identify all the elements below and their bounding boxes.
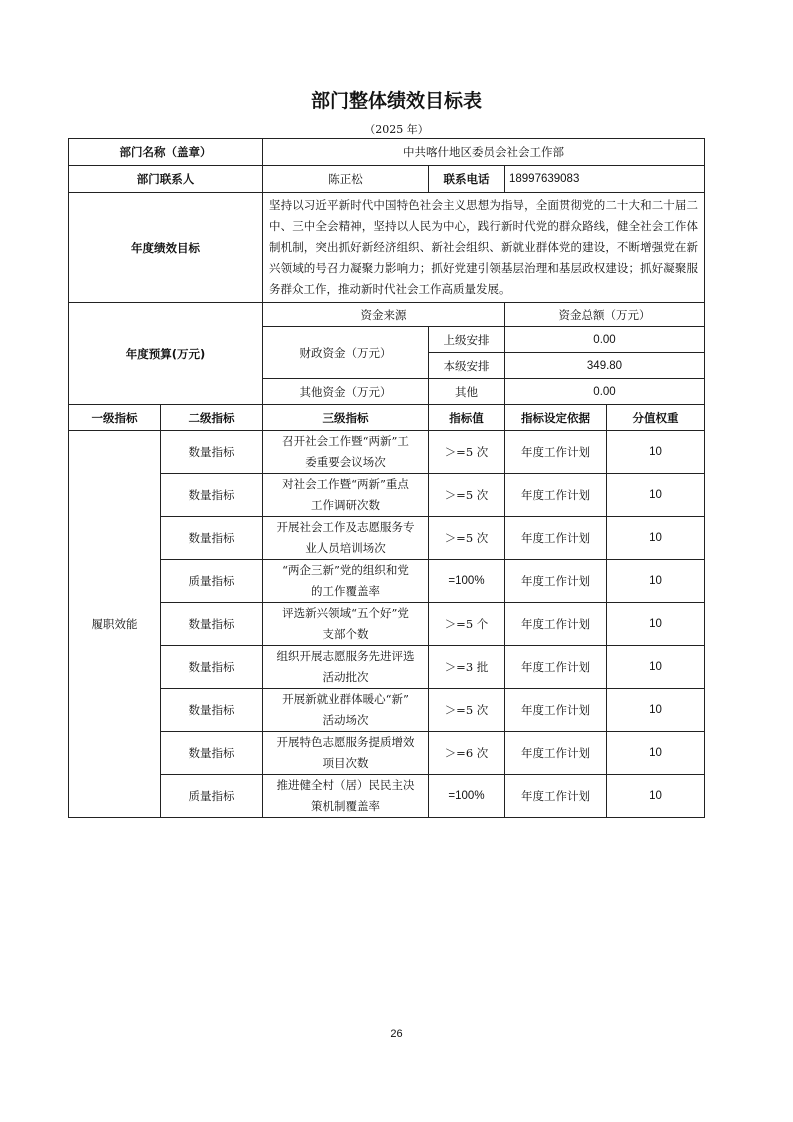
level2-cell: 数量指标 [161,474,263,517]
basis-cell: 年度工作计划 [505,775,607,818]
table-row [69,732,705,775]
weight-cell: 10 [607,474,705,517]
header-level3: 三级指标 [263,405,429,431]
fund-total-label: 资金总额（万元） [505,303,705,327]
level3-line: “两企三新”党的组织和党 [282,563,409,577]
level3-cell [263,775,429,818]
level3-line: 支部个数 [322,627,369,641]
level2-cell: 质量指标 [161,775,263,818]
value-cell: =100% [429,775,505,818]
level2-cell: 数量指标 [161,689,263,732]
level2-cell: 数量指标 [161,603,263,646]
table-row [69,775,705,818]
fiscal-fund-label: 财政资金（万元） [263,327,429,379]
annual-budget-label: 年度预算(万元) [69,303,263,405]
level3-line: 开展社会工作及志愿服务专 [276,520,415,534]
level3-line: 项目次数 [322,756,369,770]
level3-line: 组织开展志愿服务先进评选 [276,649,415,663]
header-weight: 分值权重 [607,405,705,431]
level3-line: 开展新就业群体暖心“新” [282,692,409,706]
upper-label: 上级安排 [429,327,505,353]
level3-line: 活动批次 [322,670,369,684]
level3-cell [263,689,429,732]
basis-cell: 年度工作计划 [505,646,607,689]
header-level2: 二级指标 [161,405,263,431]
table-row [69,689,705,732]
level3-line: 策机制覆盖率 [311,799,380,813]
table-row [69,646,705,689]
level3-line: 的工作覆盖率 [311,584,380,598]
basis-cell: 年度工作计划 [505,560,607,603]
value-cell: ＞=3 批 [429,646,505,689]
budget-header-row [69,303,705,327]
weight-cell: 10 [607,560,705,603]
level3-line: 业人员培训场次 [305,541,386,555]
header-level1: 一级指标 [69,405,161,431]
level3-line: 活动场次 [322,713,369,727]
table-row [69,474,705,517]
level3-line: 推进健全村（居）民民主决 [276,778,415,792]
level2-cell: 质量指标 [161,560,263,603]
value-cell: =100% [429,560,505,603]
local-value: 349.80 [505,353,705,379]
upper-value: 0.00 [505,327,705,353]
other-label: 其他 [429,379,505,405]
level3-line: 对社会工作暨“两新”重点 [282,477,409,491]
value-cell: ＞=5 次 [429,517,505,560]
table-row [69,603,705,646]
annual-goal-label: 年度绩效目标 [69,193,263,303]
weight-cell: 10 [607,775,705,818]
page-title: 部门整体绩效目标表 [310,90,482,112]
level3-cell [263,431,429,474]
value-cell: ＞=5 次 [429,689,505,732]
weight-cell: 10 [607,732,705,775]
contact-label: 部门联系人 [69,166,263,193]
level3-cell [263,517,429,560]
year-label: （2025 年） [364,123,429,136]
phone-value: 18997639083 [505,166,705,193]
weight-cell: 10 [607,603,705,646]
level3-cell [263,732,429,775]
basis-cell: 年度工作计划 [505,732,607,775]
indicator-header-row [69,405,705,431]
basis-cell: 年度工作计划 [505,603,607,646]
level3-line: 评选新兴领域“五个好”党 [282,606,409,620]
value-cell: ＞=5 次 [429,431,505,474]
table-row [69,517,705,560]
table-row [69,560,705,603]
dept-name-row [69,139,705,166]
level3-line: 工作调研次数 [311,498,380,512]
annual-goal-text: 坚持以习近平新时代中国特色社会主义思想为指导，全面贯彻党的二十大和二十届二中、三中全会精神，坚持以人民为中心，践行新时代党的群众路线，健全社会工作体制机制，突出抓好新经济组织、新社会组织、新就业群体党的建设，不断增强党在新兴领域的号召力凝聚力影响力；抓好党建引领基层治理和基层政权建设；抓好凝聚服务群众工作，推动新时代社会工作高质量发展。 [263,193,705,303]
level3-cell [263,474,429,517]
level3-cell [263,560,429,603]
weight-cell: 10 [607,517,705,560]
basis-cell: 年度工作计划 [505,517,607,560]
header-basis: 指标设定依据 [505,405,607,431]
fund-source-label: 资金来源 [263,303,505,327]
basis-cell: 年度工作计划 [505,474,607,517]
basis-cell: 年度工作计划 [505,431,607,474]
contact-value: 陈正松 [263,166,429,193]
value-cell: ＞=5 次 [429,474,505,517]
level2-cell: 数量指标 [161,517,263,560]
value-cell: ＞=6 次 [429,732,505,775]
header-value: 指标值 [429,405,505,431]
page-number: 26 [390,1028,403,1040]
level3-cell [263,603,429,646]
level2-cell: 数量指标 [161,646,263,689]
basis-cell: 年度工作计划 [505,689,607,732]
goal-row [69,193,705,303]
value-cell: ＞=5 个 [429,603,505,646]
other-value: 0.00 [505,379,705,405]
level2-cell: 数量指标 [161,732,263,775]
level3-cell [263,646,429,689]
phone-label: 联系电话 [429,166,505,193]
level3-line: 开展特色志愿服务提质增效 [276,735,415,749]
other-fund-label: 其他资金（万元） [263,379,429,405]
local-label: 本级安排 [429,353,505,379]
dept-name-label: 部门名称（盖章） [69,139,263,166]
level1-cell: 履职效能 [69,431,161,818]
contact-row [69,166,705,193]
level2-cell: 数量指标 [161,431,263,474]
table-row [69,431,705,474]
dept-name-value: 中共喀什地区委员会社会工作部 [263,139,705,166]
level3-line: 召开社会工作暨“两新”工 [282,434,409,448]
level3-line: 委重要会议场次 [305,455,386,469]
weight-cell: 10 [607,689,705,732]
weight-cell: 10 [607,646,705,689]
performance-table [68,138,705,818]
weight-cell: 10 [607,431,705,474]
